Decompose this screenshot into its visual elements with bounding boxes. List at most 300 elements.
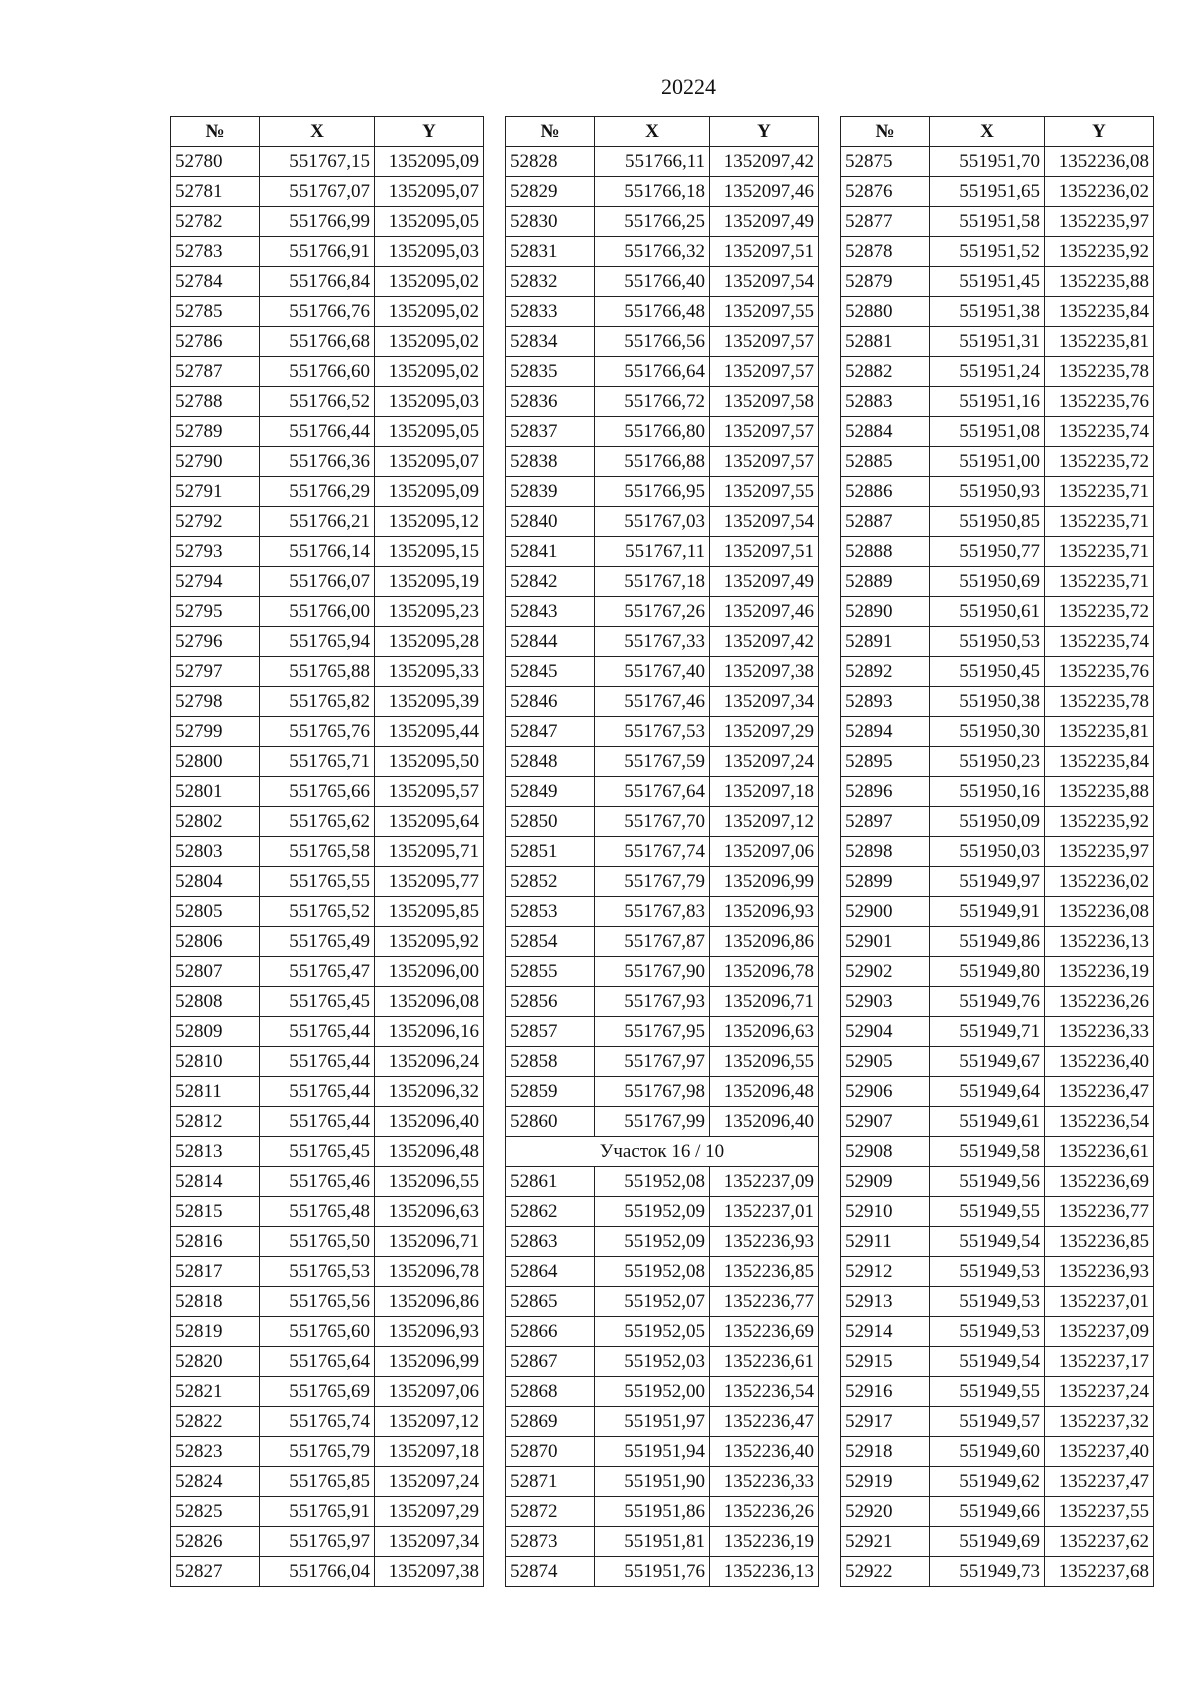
point-number: 52896 bbox=[841, 777, 930, 807]
x-coordinate: 551766,72 bbox=[595, 387, 710, 417]
point-number: 52850 bbox=[506, 807, 595, 837]
point-number: 52880 bbox=[841, 297, 930, 327]
x-coordinate: 551766,84 bbox=[260, 267, 375, 297]
x-coordinate: 551765,66 bbox=[260, 777, 375, 807]
x-coordinate: 551950,61 bbox=[930, 597, 1045, 627]
y-coordinate: 1352097,24 bbox=[375, 1467, 484, 1497]
x-coordinate: 551765,44 bbox=[260, 1017, 375, 1047]
x-coordinate: 551767,93 bbox=[595, 987, 710, 1017]
table-row bbox=[506, 1287, 819, 1317]
point-number: 52864 bbox=[506, 1257, 595, 1287]
point-number: 52837 bbox=[506, 417, 595, 447]
x-coordinate: 551949,71 bbox=[930, 1017, 1045, 1047]
table-row bbox=[506, 537, 819, 567]
x-coordinate: 551767,95 bbox=[595, 1017, 710, 1047]
point-number: 52848 bbox=[506, 747, 595, 777]
y-coordinate: 1352095,02 bbox=[375, 327, 484, 357]
point-number: 52888 bbox=[841, 537, 930, 567]
table-row bbox=[841, 1077, 1154, 1107]
y-coordinate: 1352097,29 bbox=[375, 1497, 484, 1527]
x-coordinate: 551765,55 bbox=[260, 867, 375, 897]
point-number: 52845 bbox=[506, 657, 595, 687]
y-coordinate: 1352095,15 bbox=[375, 537, 484, 567]
x-coordinate: 551766,99 bbox=[260, 207, 375, 237]
point-number: 52803 bbox=[171, 837, 260, 867]
point-number: 52865 bbox=[506, 1287, 595, 1317]
x-coordinate: 551767,07 bbox=[260, 177, 375, 207]
y-coordinate: 1352236,93 bbox=[710, 1227, 819, 1257]
point-number: 52802 bbox=[171, 807, 260, 837]
point-number: 52910 bbox=[841, 1197, 930, 1227]
x-coordinate: 551765,94 bbox=[260, 627, 375, 657]
y-coordinate: 1352095,77 bbox=[375, 867, 484, 897]
table-row bbox=[171, 1407, 484, 1437]
x-coordinate: 551950,23 bbox=[930, 747, 1045, 777]
table-row bbox=[506, 807, 819, 837]
table-row bbox=[171, 207, 484, 237]
table-row bbox=[841, 327, 1154, 357]
x-coordinate: 551767,70 bbox=[595, 807, 710, 837]
table-row bbox=[506, 957, 819, 987]
point-number: 52883 bbox=[841, 387, 930, 417]
table-row bbox=[841, 1017, 1154, 1047]
y-coordinate: 1352235,74 bbox=[1045, 417, 1154, 447]
table-row bbox=[841, 1167, 1154, 1197]
point-number: 52833 bbox=[506, 297, 595, 327]
point-number: 52815 bbox=[171, 1197, 260, 1227]
point-number: 52907 bbox=[841, 1107, 930, 1137]
table-row bbox=[841, 1257, 1154, 1287]
x-coordinate: 551765,47 bbox=[260, 957, 375, 987]
y-coordinate: 1352097,34 bbox=[710, 687, 819, 717]
x-header: X bbox=[260, 117, 375, 147]
point-number: 52805 bbox=[171, 897, 260, 927]
y-coordinate: 1352236,85 bbox=[1045, 1227, 1154, 1257]
table-row bbox=[841, 1287, 1154, 1317]
table-row bbox=[506, 837, 819, 867]
y-coordinate: 1352236,02 bbox=[1045, 867, 1154, 897]
x-coordinate: 551952,09 bbox=[595, 1227, 710, 1257]
point-number: 52819 bbox=[171, 1317, 260, 1347]
table-row bbox=[841, 927, 1154, 957]
y-coordinate: 1352236,02 bbox=[1045, 177, 1154, 207]
x-coordinate: 551766,11 bbox=[595, 147, 710, 177]
point-number: 52902 bbox=[841, 957, 930, 987]
x-coordinate: 551765,48 bbox=[260, 1197, 375, 1227]
point-number: 52899 bbox=[841, 867, 930, 897]
y-header: Y bbox=[710, 117, 819, 147]
y-coordinate: 1352097,55 bbox=[710, 477, 819, 507]
table-row bbox=[506, 1107, 819, 1137]
point-number: 52804 bbox=[171, 867, 260, 897]
x-coordinate: 551951,45 bbox=[930, 267, 1045, 297]
y-coordinate: 1352235,71 bbox=[1045, 507, 1154, 537]
point-number: 52881 bbox=[841, 327, 930, 357]
y-coordinate: 1352096,86 bbox=[375, 1287, 484, 1317]
table-row bbox=[171, 687, 484, 717]
table-row bbox=[506, 327, 819, 357]
table-row bbox=[841, 777, 1154, 807]
number-header: № bbox=[171, 117, 260, 147]
y-coordinate: 1352095,33 bbox=[375, 657, 484, 687]
point-number: 52901 bbox=[841, 927, 930, 957]
number-header: № bbox=[506, 117, 595, 147]
y-coordinate: 1352236,61 bbox=[1045, 1137, 1154, 1167]
point-number: 52797 bbox=[171, 657, 260, 687]
table-row bbox=[506, 267, 819, 297]
y-coordinate: 1352095,03 bbox=[375, 387, 484, 417]
y-coordinate: 1352096,48 bbox=[710, 1077, 819, 1107]
table-row bbox=[506, 567, 819, 597]
y-coordinate: 1352236,47 bbox=[1045, 1077, 1154, 1107]
y-coordinate: 1352095,71 bbox=[375, 837, 484, 867]
table-row bbox=[171, 237, 484, 267]
x-coordinate: 551765,60 bbox=[260, 1317, 375, 1347]
table-row bbox=[841, 567, 1154, 597]
table-row bbox=[171, 447, 484, 477]
x-coordinate: 551949,58 bbox=[930, 1137, 1045, 1167]
x-coordinate: 551949,73 bbox=[930, 1557, 1045, 1587]
table-row bbox=[841, 1407, 1154, 1437]
table-row bbox=[506, 357, 819, 387]
y-coordinate: 1352095,09 bbox=[375, 477, 484, 507]
y-coordinate: 1352097,34 bbox=[375, 1527, 484, 1557]
point-number: 52905 bbox=[841, 1047, 930, 1077]
x-coordinate: 551767,74 bbox=[595, 837, 710, 867]
y-coordinate: 1352097,57 bbox=[710, 417, 819, 447]
y-coordinate: 1352097,51 bbox=[710, 537, 819, 567]
table-row bbox=[841, 447, 1154, 477]
table-row bbox=[506, 1257, 819, 1287]
x-coordinate: 551765,62 bbox=[260, 807, 375, 837]
y-coordinate: 1352236,69 bbox=[710, 1317, 819, 1347]
x-coordinate: 551949,91 bbox=[930, 897, 1045, 927]
y-coordinate: 1352235,72 bbox=[1045, 447, 1154, 477]
table-row bbox=[506, 987, 819, 1017]
y-coordinate: 1352235,81 bbox=[1045, 717, 1154, 747]
y-coordinate: 1352095,44 bbox=[375, 717, 484, 747]
point-number: 52824 bbox=[171, 1467, 260, 1497]
point-number: 52868 bbox=[506, 1377, 595, 1407]
table-row bbox=[841, 387, 1154, 417]
y-coordinate: 1352097,58 bbox=[710, 387, 819, 417]
x-coordinate: 551766,60 bbox=[260, 357, 375, 387]
y-coordinate: 1352097,06 bbox=[710, 837, 819, 867]
point-number: 52853 bbox=[506, 897, 595, 927]
table-row bbox=[506, 777, 819, 807]
point-number: 52844 bbox=[506, 627, 595, 657]
y-coordinate: 1352236,93 bbox=[1045, 1257, 1154, 1287]
x-coordinate: 551765,44 bbox=[260, 1047, 375, 1077]
y-coordinate: 1352235,81 bbox=[1045, 327, 1154, 357]
x-coordinate: 551766,07 bbox=[260, 567, 375, 597]
y-coordinate: 1352236,08 bbox=[1045, 897, 1154, 927]
table-row bbox=[506, 297, 819, 327]
x-coordinate: 551951,08 bbox=[930, 417, 1045, 447]
table-row bbox=[171, 627, 484, 657]
point-number: 52835 bbox=[506, 357, 595, 387]
table-row bbox=[841, 747, 1154, 777]
y-coordinate: 1352235,71 bbox=[1045, 537, 1154, 567]
point-number: 52851 bbox=[506, 837, 595, 867]
y-coordinate: 1352095,07 bbox=[375, 177, 484, 207]
point-number: 52912 bbox=[841, 1257, 930, 1287]
number-header: № bbox=[841, 117, 930, 147]
x-coordinate: 551767,15 bbox=[260, 147, 375, 177]
x-coordinate: 551950,85 bbox=[930, 507, 1045, 537]
point-number: 52889 bbox=[841, 567, 930, 597]
x-coordinate: 551949,60 bbox=[930, 1437, 1045, 1467]
point-number: 52914 bbox=[841, 1317, 930, 1347]
table-row bbox=[171, 327, 484, 357]
y-coordinate: 1352097,38 bbox=[375, 1557, 484, 1587]
y-coordinate: 1352235,84 bbox=[1045, 747, 1154, 777]
x-coordinate: 551951,52 bbox=[930, 237, 1045, 267]
point-number: 52810 bbox=[171, 1047, 260, 1077]
table-row bbox=[506, 897, 819, 927]
table-row bbox=[506, 597, 819, 627]
y-coordinate: 1352096,55 bbox=[375, 1167, 484, 1197]
point-number: 52829 bbox=[506, 177, 595, 207]
point-number: 52909 bbox=[841, 1167, 930, 1197]
y-coordinate: 1352236,19 bbox=[1045, 957, 1154, 987]
point-number: 52876 bbox=[841, 177, 930, 207]
x-coordinate: 551767,97 bbox=[595, 1047, 710, 1077]
y-coordinate: 1352235,72 bbox=[1045, 597, 1154, 627]
x-coordinate: 551766,52 bbox=[260, 387, 375, 417]
point-number: 52854 bbox=[506, 927, 595, 957]
x-coordinate: 551950,38 bbox=[930, 687, 1045, 717]
x-coordinate: 551949,57 bbox=[930, 1407, 1045, 1437]
y-coordinate: 1352235,92 bbox=[1045, 807, 1154, 837]
point-number: 52873 bbox=[506, 1527, 595, 1557]
table-row bbox=[506, 1407, 819, 1437]
x-coordinate: 551951,16 bbox=[930, 387, 1045, 417]
x-coordinate: 551951,00 bbox=[930, 447, 1045, 477]
y-coordinate: 1352236,85 bbox=[710, 1257, 819, 1287]
point-number: 52826 bbox=[171, 1527, 260, 1557]
y-coordinate: 1352097,49 bbox=[710, 567, 819, 597]
point-number: 52818 bbox=[171, 1287, 260, 1317]
x-coordinate: 551766,04 bbox=[260, 1557, 375, 1587]
table-row bbox=[841, 297, 1154, 327]
y-coordinate: 1352237,32 bbox=[1045, 1407, 1154, 1437]
table-row bbox=[841, 717, 1154, 747]
point-number: 52874 bbox=[506, 1557, 595, 1587]
table-row bbox=[506, 1047, 819, 1077]
y-coordinate: 1352097,57 bbox=[710, 447, 819, 477]
x-coordinate: 551766,18 bbox=[595, 177, 710, 207]
table-row bbox=[171, 567, 484, 597]
y-coordinate: 1352097,38 bbox=[710, 657, 819, 687]
point-number: 52783 bbox=[171, 237, 260, 267]
point-number: 52834 bbox=[506, 327, 595, 357]
point-number: 52827 bbox=[171, 1557, 260, 1587]
y-coordinate: 1352235,78 bbox=[1045, 687, 1154, 717]
x-coordinate: 551766,14 bbox=[260, 537, 375, 567]
x-coordinate: 551952,08 bbox=[595, 1167, 710, 1197]
y-coordinate: 1352097,24 bbox=[710, 747, 819, 777]
y-coordinate: 1352237,09 bbox=[710, 1167, 819, 1197]
x-coordinate: 551765,49 bbox=[260, 927, 375, 957]
y-coordinate: 1352236,13 bbox=[1045, 927, 1154, 957]
x-coordinate: 551949,55 bbox=[930, 1197, 1045, 1227]
x-coordinate: 551949,55 bbox=[930, 1377, 1045, 1407]
point-number: 52855 bbox=[506, 957, 595, 987]
table-row bbox=[841, 1197, 1154, 1227]
section-row bbox=[506, 1137, 819, 1167]
header-row bbox=[841, 117, 1154, 147]
point-number: 52846 bbox=[506, 687, 595, 717]
point-number: 52861 bbox=[506, 1167, 595, 1197]
point-number: 52821 bbox=[171, 1377, 260, 1407]
point-number: 52807 bbox=[171, 957, 260, 987]
x-coordinate: 551949,69 bbox=[930, 1527, 1045, 1557]
table-row bbox=[171, 597, 484, 627]
point-number: 52832 bbox=[506, 267, 595, 297]
y-coordinate: 1352237,01 bbox=[710, 1197, 819, 1227]
point-number: 52839 bbox=[506, 477, 595, 507]
point-number: 52812 bbox=[171, 1107, 260, 1137]
x-coordinate: 551950,77 bbox=[930, 537, 1045, 567]
y-coordinate: 1352095,12 bbox=[375, 507, 484, 537]
point-number: 52895 bbox=[841, 747, 930, 777]
x-coordinate: 551767,90 bbox=[595, 957, 710, 987]
y-coordinate: 1352236,26 bbox=[710, 1497, 819, 1527]
y-coordinate: 1352096,63 bbox=[710, 1017, 819, 1047]
x-coordinate: 551951,38 bbox=[930, 297, 1045, 327]
y-coordinate: 1352096,78 bbox=[710, 957, 819, 987]
y-coordinate: 1352235,74 bbox=[1045, 627, 1154, 657]
point-number: 52822 bbox=[171, 1407, 260, 1437]
x-coordinate: 551766,29 bbox=[260, 477, 375, 507]
table-row bbox=[841, 507, 1154, 537]
table-row bbox=[506, 1497, 819, 1527]
table-row bbox=[841, 1227, 1154, 1257]
point-number: 52780 bbox=[171, 147, 260, 177]
table-row bbox=[171, 807, 484, 837]
y-coordinate: 1352236,47 bbox=[710, 1407, 819, 1437]
x-coordinate: 551766,32 bbox=[595, 237, 710, 267]
y-coordinate: 1352097,29 bbox=[710, 717, 819, 747]
y-coordinate: 1352235,71 bbox=[1045, 567, 1154, 597]
table-row bbox=[171, 477, 484, 507]
table-row bbox=[171, 1287, 484, 1317]
table-row bbox=[841, 1107, 1154, 1137]
x-coordinate: 551767,26 bbox=[595, 597, 710, 627]
y-coordinate: 1352097,18 bbox=[710, 777, 819, 807]
point-number: 52852 bbox=[506, 867, 595, 897]
table-row bbox=[171, 1497, 484, 1527]
table-row bbox=[506, 1197, 819, 1227]
y-coordinate: 1352097,42 bbox=[710, 627, 819, 657]
x-coordinate: 551765,82 bbox=[260, 687, 375, 717]
x-coordinate: 551949,56 bbox=[930, 1167, 1045, 1197]
x-coordinate: 551952,00 bbox=[595, 1377, 710, 1407]
x-coordinate: 551766,36 bbox=[260, 447, 375, 477]
point-number: 52918 bbox=[841, 1437, 930, 1467]
y-coordinate: 1352095,02 bbox=[375, 297, 484, 327]
point-number: 52814 bbox=[171, 1167, 260, 1197]
y-coordinate: 1352237,09 bbox=[1045, 1317, 1154, 1347]
x-coordinate: 551765,53 bbox=[260, 1257, 375, 1287]
y-coordinate: 1352096,99 bbox=[710, 867, 819, 897]
point-number: 52872 bbox=[506, 1497, 595, 1527]
y-coordinate: 1352097,46 bbox=[710, 597, 819, 627]
point-number: 52858 bbox=[506, 1047, 595, 1077]
table-row bbox=[171, 1257, 484, 1287]
table-row bbox=[841, 867, 1154, 897]
x-coordinate: 551767,83 bbox=[595, 897, 710, 927]
y-coordinate: 1352096,48 bbox=[375, 1137, 484, 1167]
point-number: 52897 bbox=[841, 807, 930, 837]
point-number: 52838 bbox=[506, 447, 595, 477]
x-coordinate: 551950,45 bbox=[930, 657, 1045, 687]
x-coordinate: 551950,69 bbox=[930, 567, 1045, 597]
y-coordinate: 1352236,33 bbox=[710, 1467, 819, 1497]
y-coordinate: 1352236,13 bbox=[710, 1557, 819, 1587]
x-coordinate: 551952,09 bbox=[595, 1197, 710, 1227]
point-number: 52791 bbox=[171, 477, 260, 507]
y-coordinate: 1352237,17 bbox=[1045, 1347, 1154, 1377]
x-coordinate: 551949,61 bbox=[930, 1107, 1045, 1137]
y-coordinate: 1352236,61 bbox=[710, 1347, 819, 1377]
x-coordinate: 551766,00 bbox=[260, 597, 375, 627]
table-row bbox=[171, 1437, 484, 1467]
y-coordinate: 1352237,24 bbox=[1045, 1377, 1154, 1407]
table-row bbox=[171, 267, 484, 297]
y-coordinate: 1352235,78 bbox=[1045, 357, 1154, 387]
y-coordinate: 1352096,99 bbox=[375, 1347, 484, 1377]
y-coordinate: 1352096,86 bbox=[710, 927, 819, 957]
point-number: 52892 bbox=[841, 657, 930, 687]
point-number: 52879 bbox=[841, 267, 930, 297]
table-row bbox=[171, 1047, 484, 1077]
point-number: 52792 bbox=[171, 507, 260, 537]
point-number: 52911 bbox=[841, 1227, 930, 1257]
point-number: 52793 bbox=[171, 537, 260, 567]
y-coordinate: 1352236,54 bbox=[710, 1377, 819, 1407]
y-coordinate: 1352095,92 bbox=[375, 927, 484, 957]
x-coordinate: 551767,11 bbox=[595, 537, 710, 567]
table-row bbox=[171, 1317, 484, 1347]
x-coordinate: 551765,46 bbox=[260, 1167, 375, 1197]
coordinates-table-right bbox=[840, 116, 1154, 1587]
point-number: 52887 bbox=[841, 507, 930, 537]
point-number: 52786 bbox=[171, 327, 260, 357]
y-coordinate: 1352095,07 bbox=[375, 447, 484, 477]
table-row bbox=[841, 1047, 1154, 1077]
y-coordinate: 1352235,76 bbox=[1045, 657, 1154, 687]
y-coordinate: 1352236,77 bbox=[1045, 1197, 1154, 1227]
table-row bbox=[171, 1227, 484, 1257]
x-coordinate: 551765,45 bbox=[260, 1137, 375, 1167]
point-number: 52862 bbox=[506, 1197, 595, 1227]
y-coordinate: 1352095,09 bbox=[375, 147, 484, 177]
x-coordinate: 551951,94 bbox=[595, 1437, 710, 1467]
table-row bbox=[841, 597, 1154, 627]
point-number: 52875 bbox=[841, 147, 930, 177]
x-coordinate: 551949,64 bbox=[930, 1077, 1045, 1107]
point-number: 52920 bbox=[841, 1497, 930, 1527]
y-coordinate: 1352095,02 bbox=[375, 267, 484, 297]
point-number: 52866 bbox=[506, 1317, 595, 1347]
point-number: 52856 bbox=[506, 987, 595, 1017]
x-coordinate: 551765,88 bbox=[260, 657, 375, 687]
x-coordinate: 551765,64 bbox=[260, 1347, 375, 1377]
table-row bbox=[506, 1167, 819, 1197]
y-header: Y bbox=[375, 117, 484, 147]
